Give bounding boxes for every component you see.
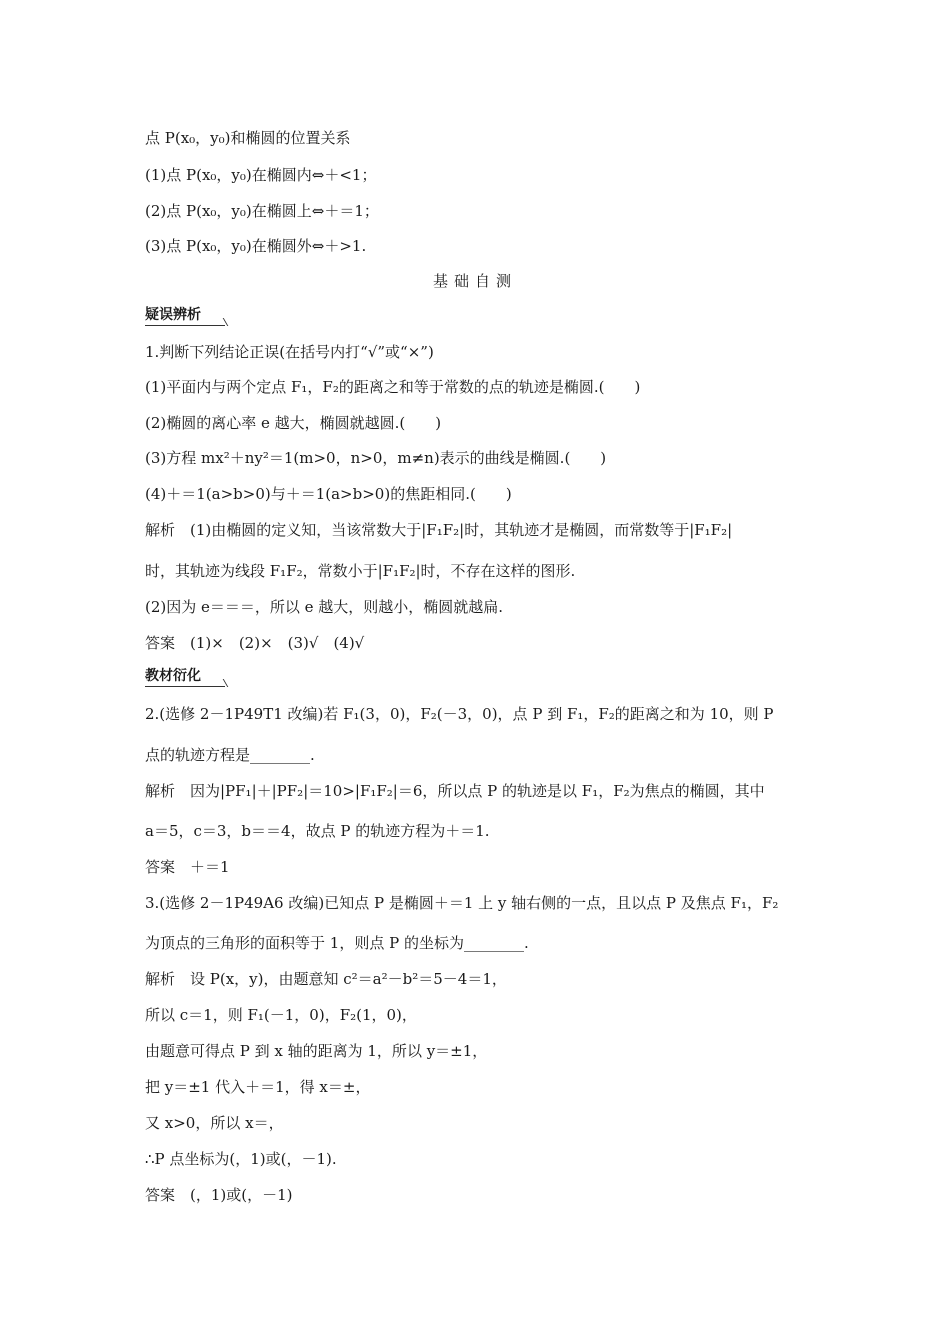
text-line-l19: a＝5，c＝3，b＝＝4，故点 P 的轨迹方程为＋＝1. (145, 822, 490, 840)
text-line-l23: 解析 设 P(x，y)，由题意知 c²＝a²－b²＝5－4＝1， (145, 970, 507, 988)
text-line-l08: (2)椭圆的离心率 e 越大，椭圆就越圆.( ) (145, 414, 442, 432)
text-line-l12: 时，其轨迹为线段 F₁F₂，常数小于|F₁F₂|时，不存在这样的图形. (145, 562, 576, 580)
text-line-l25: 由题意可得点 P 到 x 轴的距离为 1，所以 y＝±1， (145, 1042, 488, 1060)
text-line-l06: 1.判断下列结论正误(在括号内打“√”或“×”) (145, 343, 434, 361)
text-line-l24: 所以 c＝1，则 F₁(－1，0)，F₂(1，0)， (145, 1006, 417, 1024)
text-line-l26: 把 y＝±1 代入＋＝1，得 x＝±， (145, 1078, 371, 1096)
text-line-l09: (3)方程 mx²＋ny²＝1(m>0，n>0，m≠n)表示的曲线是椭圆.( ) (145, 449, 607, 467)
text-line-l20: 答案 ＋＝1 (145, 858, 230, 876)
text-line-l29: 答案 (，1)或(，－1) (145, 1186, 293, 1204)
text-line-l04: (3)点 P(x₀，y₀)在椭圆外⇔＋>1. (145, 237, 367, 255)
tag-underline (145, 686, 225, 687)
text-line-l03: (2)点 P(x₀，y₀)在椭圆上⇔＋＝1； (145, 202, 379, 220)
tag-underline (145, 325, 225, 326)
text-line-l21: 3.(选修 2－1P49A6 改编)已知点 P 是椭圆＋＝1 上 y 轴右侧的一点，且以点 P 及焦点 F₁，F₂ (145, 894, 779, 912)
text-line-l17: 点的轨迹方程是________. (145, 746, 315, 764)
text-line-l14: 答案 (1)× (2)× (3)√ (4)√ (145, 634, 365, 652)
text-line-l10: (4)＋＝1(a>b>0)与＋＝1(a>b>0)的焦距相同.( ) (145, 485, 512, 503)
text-line-l16: 2.(选修 2－1P49T1 改编)若 F₁(3，0)，F₂(－3，0)，点 P 到 F₁，F₂的距离之和为 10，则 P (145, 705, 774, 723)
text-line-l11: 解析 (1)由椭圆的定义知，当该常数大于|F₁F₂|时，其轨迹才是椭圆，而常数等于|F₁F₂| (145, 521, 733, 539)
text-line-l02: (1)点 P(x₀，y₀)在椭圆内⇔＋<1； (145, 166, 377, 184)
text-line-l13: (2)因为 e＝＝＝，所以 e 越大，则越小，椭圆就越扁. (145, 598, 504, 616)
text-line-l18: 解析 因为|PF₁|＋|PF₂|＝10>|F₁F₂|＝6，所以点 P 的轨迹是以 F₁，F₂为焦点的椭圆，其中 (145, 782, 765, 800)
text-line-l28: ∴P 点坐标为(，1)或(，－1). (145, 1150, 337, 1168)
section-tag-error-analysis: 疑误辨析 (145, 307, 201, 323)
text-line-l07: (1)平面内与两个定点 F₁，F₂的距离之和等于常数的点的轨迹是椭圆.( ) (145, 378, 641, 396)
section-title: 基础自测 (432, 272, 517, 290)
text-line-l22: 为顶点的三角形的面积等于 1，则点 P 的坐标为________. (145, 934, 529, 952)
text-line-l27: 又 x>0，所以 x＝， (145, 1114, 284, 1132)
section-tag-textbook: 教材衍化 (145, 668, 201, 684)
text-line-l01: 点 P(x₀，y₀)和椭圆的位置关系 (145, 129, 351, 147)
